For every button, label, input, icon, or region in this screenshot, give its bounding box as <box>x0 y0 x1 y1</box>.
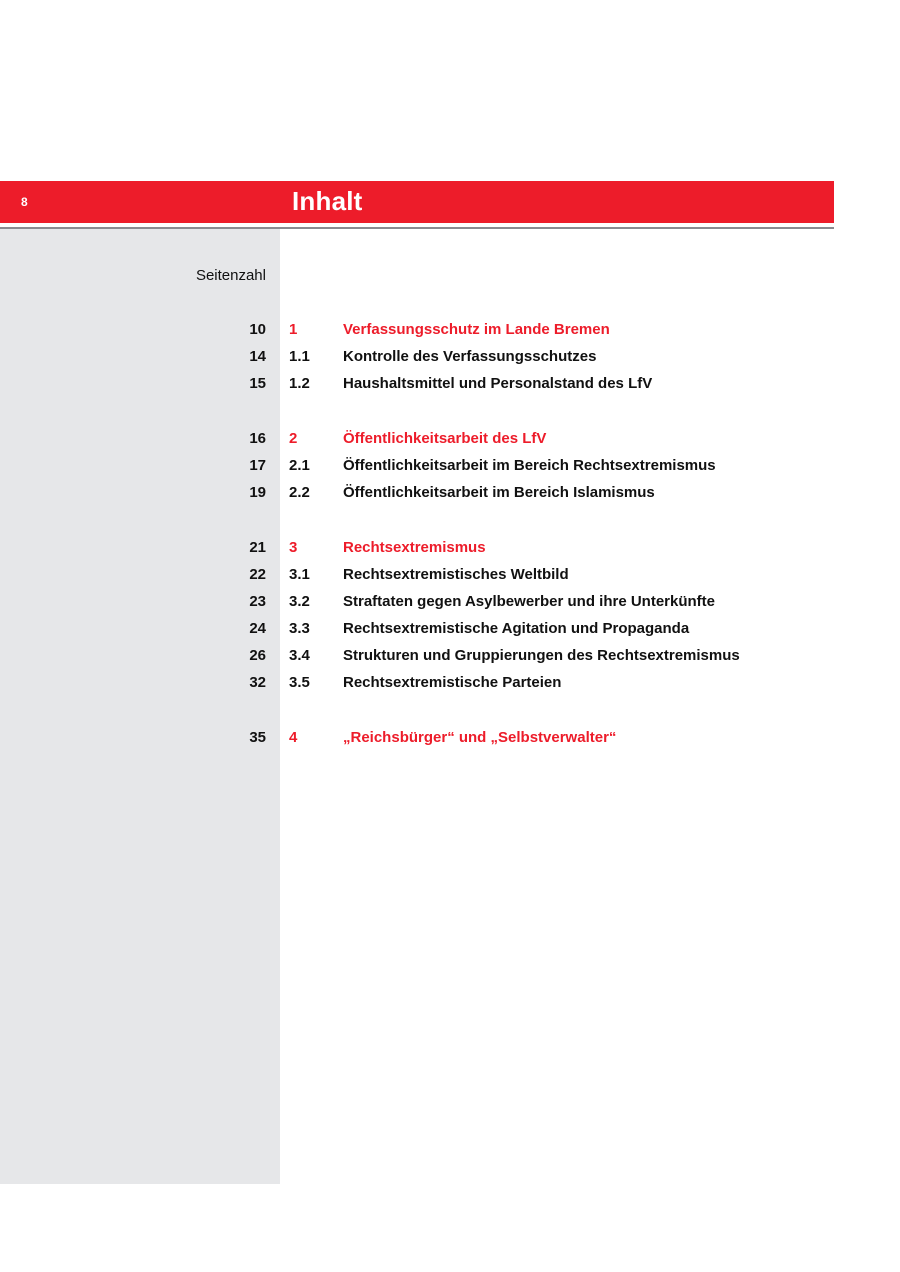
toc-section-number: 2 <box>289 430 298 447</box>
toc-section-number: 2.1 <box>289 457 310 474</box>
toc-page-number: 14 <box>249 348 266 365</box>
toc-title: Rechtsextremismus <box>343 539 486 556</box>
toc-row[interactable] <box>0 483 900 503</box>
toc-row[interactable] <box>0 429 900 449</box>
toc-row[interactable] <box>0 619 900 639</box>
toc-section-number: 1.2 <box>289 375 310 392</box>
toc-page-number: 17 <box>249 457 266 474</box>
toc-title: Öffentlichkeitsarbeit des LfV <box>343 430 547 447</box>
toc-section-number: 3.3 <box>289 620 310 637</box>
toc-page-number: 10 <box>249 321 266 338</box>
toc-section-number: 3 <box>289 539 298 556</box>
toc-section-number: 2.2 <box>289 484 310 501</box>
toc-title: Öffentlichkeitsarbeit im Bereich Islamismus <box>343 484 655 501</box>
toc-row[interactable] <box>0 456 900 476</box>
toc-title: Öffentlichkeitsarbeit im Bereich Rechtsextremismus <box>343 457 716 474</box>
toc-page-number: 35 <box>249 729 266 746</box>
toc-section-number: 1.1 <box>289 348 310 365</box>
toc-row[interactable] <box>0 347 900 367</box>
toc-title: Rechtsextremistisches Weltbild <box>343 566 569 583</box>
toc-row[interactable] <box>0 673 900 693</box>
toc-title: Rechtsextremistische Parteien <box>343 674 562 691</box>
toc-section-number: 3.2 <box>289 593 310 610</box>
page-column-label: Seitenzahl <box>195 267 266 284</box>
page-title: Inhalt <box>292 186 363 216</box>
toc-title: Haushaltsmittel und Personalstand des LfV <box>343 375 653 392</box>
header-band <box>0 181 834 223</box>
toc-title: Verfassungsschutz im Lande Bremen <box>343 321 610 338</box>
toc-section-number: 4 <box>289 729 298 746</box>
toc-page-number: 22 <box>249 566 266 583</box>
toc-page-number: 32 <box>249 674 266 691</box>
toc-page-number: 26 <box>249 647 266 664</box>
toc-row[interactable] <box>0 646 900 666</box>
toc-row[interactable] <box>0 592 900 612</box>
toc-page-number: 16 <box>249 430 266 447</box>
toc-page-number: 19 <box>249 484 266 501</box>
toc-row[interactable] <box>0 374 900 394</box>
page-number: 8 <box>21 195 28 209</box>
toc-title: „Reichsbürger“ und „Selbstverwalter“ <box>343 729 617 746</box>
toc-title: Strukturen und Gruppierungen des Rechtsextremismus <box>343 647 740 664</box>
toc-title: Kontrolle des Verfassungsschutzes <box>343 348 597 365</box>
toc-section-number: 3.1 <box>289 566 310 583</box>
toc-row[interactable] <box>0 565 900 585</box>
toc-page-number: 24 <box>249 620 266 637</box>
toc-section-number: 1 <box>289 321 298 338</box>
toc-section-number: 3.5 <box>289 674 310 691</box>
toc-row[interactable] <box>0 320 900 340</box>
toc-title: Straftaten gegen Asylbewerber und ihre Unterkünfte <box>343 593 716 610</box>
toc-section-number: 3.4 <box>289 647 310 664</box>
toc-page-number: 15 <box>249 375 266 392</box>
toc-page-number: 23 <box>249 593 266 610</box>
sidebar-panel <box>0 229 280 1184</box>
toc-row[interactable] <box>0 728 900 748</box>
toc-page-number: 21 <box>249 539 266 556</box>
toc-title: Rechtsextremistische Agitation und Propaganda <box>343 620 690 637</box>
toc-row[interactable] <box>0 538 900 558</box>
